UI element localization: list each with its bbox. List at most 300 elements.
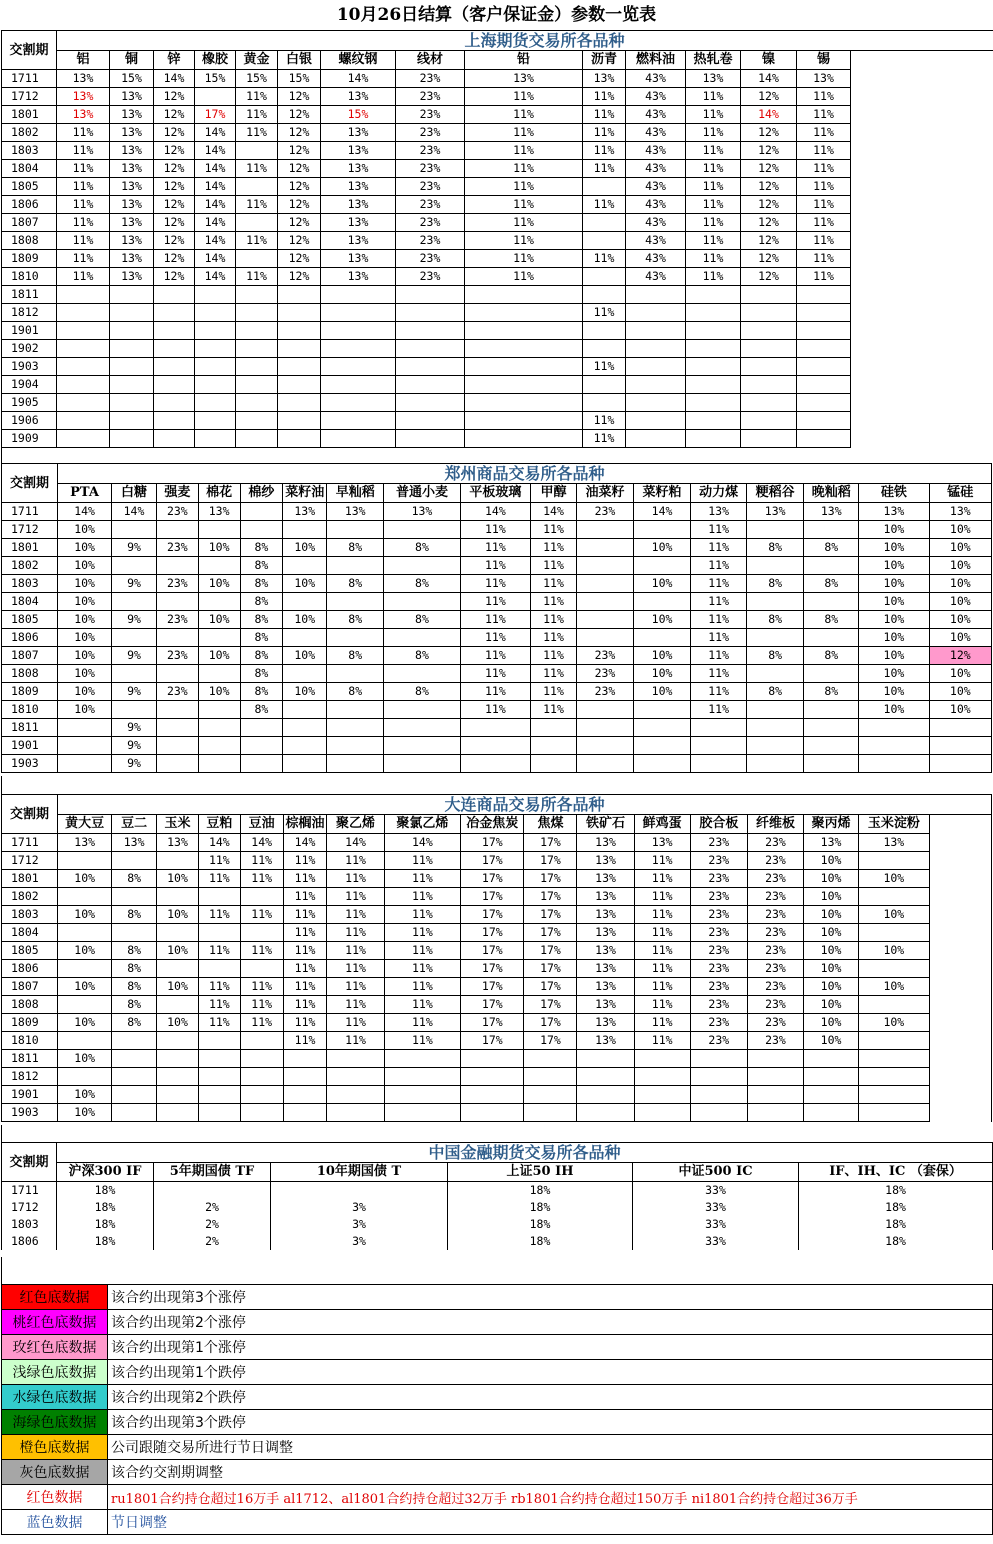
margin-cell: 11% <box>797 142 851 160</box>
table-row <box>2 755 992 773</box>
margin-cell: 13% <box>157 834 199 852</box>
margin-cell: 17% <box>524 834 577 852</box>
margin-cell <box>112 593 157 611</box>
header-row <box>2 51 993 70</box>
margin-cell: 13% <box>57 88 110 106</box>
margin-cell <box>747 1104 803 1122</box>
margin-cell <box>634 755 691 773</box>
corner-label: 交割期 <box>2 31 57 70</box>
empty-cell <box>851 124 993 142</box>
margin-cell <box>195 304 236 322</box>
section-spacer <box>1 447 993 463</box>
margin-cell: 11% <box>327 906 384 924</box>
margin-cell <box>157 1068 199 1086</box>
column-header: 黄金 <box>236 51 278 70</box>
margin-cell <box>58 924 112 942</box>
margin-cell: 11% <box>634 942 690 960</box>
margin-cell <box>198 1068 240 1086</box>
column-header: 铅 <box>465 51 583 70</box>
margin-cell: 13% <box>321 214 396 232</box>
column-header: 锌 <box>154 51 195 70</box>
margin-cell <box>58 1068 112 1086</box>
table-row <box>2 960 992 978</box>
margin-cell: 11% <box>236 232 278 250</box>
delivery-month: 1802 <box>2 557 58 575</box>
margin-cell: 11% <box>465 124 583 142</box>
margin-cell: 10% <box>859 870 929 888</box>
margin-cell <box>461 1050 524 1068</box>
margin-cell: 11% <box>531 575 577 593</box>
margin-cell <box>321 394 396 412</box>
margin-cell <box>741 430 797 448</box>
margin-cell: 11% <box>283 1032 327 1050</box>
margin-cell: 18% <box>799 1199 993 1216</box>
margin-cell: 11% <box>283 870 327 888</box>
margin-cell: 23% <box>690 960 747 978</box>
margin-cell <box>859 755 929 773</box>
column-header: 玉米 <box>157 815 199 834</box>
margin-cell <box>278 358 321 376</box>
table-row <box>2 834 992 852</box>
margin-cell <box>57 286 110 304</box>
margin-cell <box>236 178 278 196</box>
margin-cell <box>741 412 797 430</box>
margin-cell: 17% <box>461 906 524 924</box>
section-title: 上海期货交易所各品种 <box>57 31 993 51</box>
margin-cell <box>686 412 741 430</box>
margin-cell: 10% <box>929 521 991 539</box>
delivery-month: 1810 <box>2 701 58 719</box>
margin-cell <box>384 701 460 719</box>
margin-cell: 10% <box>804 888 859 906</box>
margin-cell <box>198 521 240 539</box>
margin-cell <box>465 358 583 376</box>
margin-cell: 18% <box>57 1216 154 1233</box>
delivery-month: 1901 <box>2 1086 58 1104</box>
margin-cell <box>583 214 626 232</box>
margin-cell: 23% <box>576 665 633 683</box>
empty-cell <box>851 412 993 430</box>
margin-cell: 8% <box>112 942 157 960</box>
margin-cell: 11% <box>797 88 851 106</box>
margin-cell <box>198 924 240 942</box>
table-row <box>2 924 992 942</box>
margin-cell: 13% <box>321 160 396 178</box>
margin-cell: 10% <box>634 539 691 557</box>
margin-cell <box>321 286 396 304</box>
margin-cell <box>283 593 327 611</box>
margin-cell: 8% <box>747 683 804 701</box>
margin-cell <box>859 996 929 1014</box>
margin-cell: 18% <box>57 1233 154 1250</box>
margin-cell <box>236 214 278 232</box>
margin-cell <box>198 719 240 737</box>
delivery-month: 1802 <box>2 888 58 906</box>
margin-cell: 12% <box>154 214 195 232</box>
margin-cell <box>195 358 236 376</box>
margin-cell: 11% <box>634 870 690 888</box>
margin-cell <box>327 629 384 647</box>
section-spacer <box>1 1125 993 1142</box>
margin-cell <box>327 665 384 683</box>
table-row <box>2 124 993 142</box>
margin-cell <box>195 430 236 448</box>
margin-cell <box>112 1032 157 1050</box>
margin-cell <box>929 755 991 773</box>
margin-cell <box>240 960 283 978</box>
delivery-month: 1810 <box>2 1032 58 1050</box>
margin-cell: 11% <box>283 888 327 906</box>
table-row <box>2 665 992 683</box>
margin-cell <box>396 322 465 340</box>
margin-cell <box>198 1086 240 1104</box>
margin-cell: 10% <box>198 647 240 665</box>
margin-cell: 10% <box>58 701 112 719</box>
margin-cell: 17% <box>461 834 524 852</box>
table-row <box>2 1086 992 1104</box>
table-row <box>2 322 993 340</box>
margin-cell <box>804 719 859 737</box>
margin-cell <box>240 1086 283 1104</box>
delivery-month: 1902 <box>2 340 57 358</box>
margin-cell: 10% <box>58 1086 112 1104</box>
margin-cell <box>384 1068 461 1086</box>
margin-cell: 11% <box>691 665 747 683</box>
margin-cell <box>626 430 686 448</box>
margin-cell: 10% <box>157 906 199 924</box>
margin-cell <box>327 593 384 611</box>
margin-cell: 11% <box>198 1014 240 1032</box>
margin-cell: 23% <box>747 870 803 888</box>
margin-cell: 17% <box>524 996 577 1014</box>
margin-cell <box>58 719 112 737</box>
column-header: 螺纹钢 <box>321 51 396 70</box>
margin-cell: 23% <box>156 539 198 557</box>
margin-cell <box>283 629 327 647</box>
margin-cell: 18% <box>57 1199 154 1216</box>
margin-cell: 17% <box>524 960 577 978</box>
legend-table <box>1 1284 993 1535</box>
margin-cell <box>321 304 396 322</box>
section-spacer <box>1 1257 993 1284</box>
margin-cell: 12% <box>154 160 195 178</box>
margin-cell: 12% <box>278 88 321 106</box>
margin-cell: 23% <box>747 960 803 978</box>
margin-cell <box>327 1068 384 1086</box>
margin-cell <box>195 394 236 412</box>
margin-cell <box>747 521 804 539</box>
margin-cell: 10% <box>859 701 929 719</box>
margin-cell: 13% <box>577 852 634 870</box>
margin-cell: 23% <box>747 852 803 870</box>
margin-cell: 11% <box>583 124 626 142</box>
margin-cell <box>396 412 465 430</box>
margin-cell: 8% <box>240 665 283 683</box>
margin-cell: 8% <box>112 870 157 888</box>
margin-cell: 13% <box>58 834 112 852</box>
margin-cell <box>195 322 236 340</box>
column-header: 上证50 IH <box>448 1163 633 1182</box>
table-row <box>2 503 992 521</box>
delivery-month: 1906 <box>2 412 57 430</box>
margin-cell: 12% <box>741 232 797 250</box>
margin-cell: 14% <box>195 160 236 178</box>
margin-cell: 10% <box>929 701 991 719</box>
margin-cell: 23% <box>396 178 465 196</box>
margin-cell: 11% <box>240 978 283 996</box>
margin-cell <box>691 737 747 755</box>
margin-cell: 10% <box>859 539 929 557</box>
margin-cell: 17% <box>461 996 524 1014</box>
margin-cell: 11% <box>198 942 240 960</box>
margin-cell: 43% <box>626 178 686 196</box>
margin-cell <box>576 755 633 773</box>
margin-cell <box>154 286 195 304</box>
margin-cell: 33% <box>633 1233 799 1250</box>
margin-cell <box>804 1086 859 1104</box>
section-title-row <box>2 1143 993 1163</box>
delivery-month: 1803 <box>2 1216 57 1233</box>
delivery-month: 1803 <box>2 575 58 593</box>
margin-cell: 10% <box>859 611 929 629</box>
column-header: 强麦 <box>156 484 198 503</box>
margin-cell: 17% <box>524 1032 577 1050</box>
margin-cell <box>691 719 747 737</box>
table-row <box>2 286 993 304</box>
margin-cell: 10% <box>859 575 929 593</box>
margin-cell: 23% <box>156 683 198 701</box>
margin-cell: 43% <box>626 196 686 214</box>
margin-cell <box>747 737 804 755</box>
margin-cell: 43% <box>626 214 686 232</box>
legend-swatch: 红色数据 <box>2 1485 108 1510</box>
margin-cell: 8% <box>240 575 283 593</box>
empty-cell <box>851 376 993 394</box>
margin-cell <box>112 1104 157 1122</box>
margin-cell <box>686 376 741 394</box>
delivery-month: 1804 <box>2 593 58 611</box>
margin-cell: 13% <box>577 1014 634 1032</box>
column-header: 豆粕 <box>198 815 240 834</box>
delivery-month: 1806 <box>2 629 58 647</box>
margin-cell: 13% <box>321 196 396 214</box>
margin-cell: 23% <box>747 834 803 852</box>
margin-cell: 8% <box>747 611 804 629</box>
margin-cell <box>524 1086 577 1104</box>
section-title: 郑州商品交易所各品种 <box>58 464 992 484</box>
table-row <box>2 70 993 88</box>
margin-cell: 11% <box>465 196 583 214</box>
margin-cell: 11% <box>531 539 577 557</box>
margin-cell: 13% <box>577 1032 634 1050</box>
margin-cell: 8% <box>240 557 283 575</box>
margin-cell <box>741 394 797 412</box>
margin-cell: 14% <box>195 214 236 232</box>
margin-cell: 11% <box>236 124 278 142</box>
margin-cell: 11% <box>283 960 327 978</box>
margin-cell: 43% <box>626 160 686 178</box>
delivery-month: 1903 <box>2 358 57 376</box>
margin-cell: 13% <box>327 503 384 521</box>
margin-cell <box>634 1068 690 1086</box>
margin-cell: 10% <box>859 978 929 996</box>
table-row <box>2 106 993 124</box>
margin-cell: 33% <box>633 1199 799 1216</box>
margin-cell: 10% <box>58 647 112 665</box>
margin-cell: 9% <box>112 737 157 755</box>
delivery-month: 1801 <box>2 870 58 888</box>
legend-swatch: 水绿色底数据 <box>2 1385 108 1410</box>
table-row <box>2 1199 993 1216</box>
margin-cell: 13% <box>577 942 634 960</box>
margin-cell <box>583 322 626 340</box>
margin-cell: 12% <box>741 268 797 286</box>
margin-cell: 11% <box>460 611 530 629</box>
margin-cell: 11% <box>465 214 583 232</box>
margin-cell: 8% <box>112 960 157 978</box>
margin-cell: 14% <box>195 268 236 286</box>
margin-cell <box>157 1032 199 1050</box>
table-row <box>2 870 992 888</box>
margin-cell <box>58 737 112 755</box>
empty-cell <box>929 924 991 942</box>
margin-cell <box>465 430 583 448</box>
margin-cell: 8% <box>112 996 157 1014</box>
legend-row <box>2 1285 993 1310</box>
delivery-month: 1804 <box>2 160 57 178</box>
margin-cell: 11% <box>384 870 461 888</box>
margin-cell <box>240 888 283 906</box>
margin-cell <box>634 629 691 647</box>
margin-cell: 11% <box>797 124 851 142</box>
margin-cell: 11% <box>531 701 577 719</box>
header-row <box>2 815 992 834</box>
margin-cell: 11% <box>797 214 851 232</box>
delivery-month: 1712 <box>2 1199 57 1216</box>
empty-cell <box>929 960 991 978</box>
margin-cell: 11% <box>465 160 583 178</box>
margin-cell <box>112 557 157 575</box>
margin-cell: 13% <box>110 106 154 124</box>
margin-cell <box>686 286 741 304</box>
margin-cell <box>859 1032 929 1050</box>
margin-cell: 11% <box>797 160 851 178</box>
margin-cell <box>576 575 633 593</box>
column-header: 铜 <box>110 51 154 70</box>
table-row <box>2 1032 992 1050</box>
margin-cell: 23% <box>690 996 747 1014</box>
margin-cell: 13% <box>859 503 929 521</box>
delivery-month: 1806 <box>2 1233 57 1250</box>
delivery-month: 1909 <box>2 430 57 448</box>
margin-cell <box>110 304 154 322</box>
margin-cell: 13% <box>577 888 634 906</box>
margin-cell: 13% <box>110 160 154 178</box>
margin-cell <box>741 376 797 394</box>
margin-cell: 13% <box>110 178 154 196</box>
margin-cell <box>283 719 327 737</box>
margin-cell: 11% <box>583 358 626 376</box>
table-row <box>2 647 992 665</box>
margin-cell <box>112 1068 157 1086</box>
margin-cell: 11% <box>460 593 530 611</box>
empty-cell <box>929 834 991 852</box>
table-row <box>2 1182 993 1200</box>
margin-cell: 9% <box>112 539 157 557</box>
margin-cell: 11% <box>384 888 461 906</box>
margin-cell <box>396 286 465 304</box>
dce-table <box>1 794 992 1122</box>
margin-cell: 18% <box>799 1233 993 1250</box>
margin-cell: 13% <box>577 924 634 942</box>
empty-cell <box>929 996 991 1014</box>
legend-description: 该合约出现第2个涨停 <box>108 1310 993 1335</box>
margin-cell: 11% <box>327 1014 384 1032</box>
margin-cell: 8% <box>747 647 804 665</box>
margin-cell <box>396 430 465 448</box>
margin-cell: 9% <box>112 683 157 701</box>
empty-cell <box>851 214 993 232</box>
margin-cell <box>157 1086 199 1104</box>
margin-cell: 11% <box>691 611 747 629</box>
margin-cell: 23% <box>156 575 198 593</box>
empty-cell <box>851 250 993 268</box>
delivery-month: 1805 <box>2 942 58 960</box>
margin-cell: 14% <box>460 503 530 521</box>
margin-cell: 12% <box>278 124 321 142</box>
margin-cell: 11% <box>384 1032 461 1050</box>
legend-swatch: 海绿色底数据 <box>2 1410 108 1435</box>
empty-cell <box>851 178 993 196</box>
empty-cell <box>851 394 993 412</box>
margin-cell: 23% <box>690 888 747 906</box>
margin-cell: 12% <box>154 178 195 196</box>
margin-cell: 14% <box>195 178 236 196</box>
margin-cell: 11% <box>327 960 384 978</box>
table-row <box>2 304 993 322</box>
margin-cell: 2% <box>154 1233 271 1250</box>
margin-cell <box>240 521 283 539</box>
margin-cell <box>626 340 686 358</box>
table-row <box>2 557 992 575</box>
margin-cell: 11% <box>691 647 747 665</box>
margin-cell: 15% <box>195 70 236 88</box>
margin-cell: 8% <box>747 539 804 557</box>
margin-cell <box>58 852 112 870</box>
margin-cell: 12% <box>154 196 195 214</box>
margin-cell: 10% <box>283 647 327 665</box>
margin-cell <box>283 521 327 539</box>
margin-cell: 17% <box>524 906 577 924</box>
margin-cell <box>929 719 991 737</box>
column-header: 菜籽粕 <box>634 484 691 503</box>
margin-cell: 14% <box>112 503 157 521</box>
empty-cell <box>929 852 991 870</box>
margin-cell: 11% <box>634 906 690 924</box>
section-title-row <box>2 31 993 51</box>
margin-cell <box>283 701 327 719</box>
margin-cell: 13% <box>321 250 396 268</box>
table-row <box>2 611 992 629</box>
margin-cell: 13% <box>691 503 747 521</box>
margin-cell <box>384 521 460 539</box>
margin-cell: 11% <box>57 160 110 178</box>
column-header: 豆二 <box>112 815 157 834</box>
margin-cell: 12% <box>741 88 797 106</box>
margin-cell: 13% <box>384 503 460 521</box>
table-row <box>2 88 993 106</box>
margin-cell: 12% <box>278 214 321 232</box>
